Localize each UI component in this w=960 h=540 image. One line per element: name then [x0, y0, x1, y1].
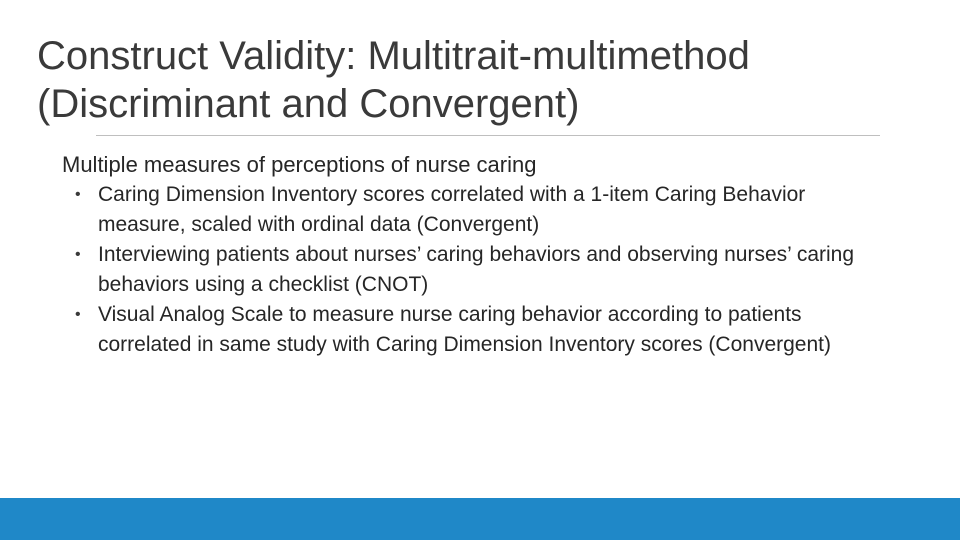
slide-body [62, 150, 922, 360]
bullet-icon: • [75, 186, 81, 203]
lead-paragraph: Multiple measures of perceptions of nurse caring [62, 152, 537, 177]
bullet-item [62, 240, 888, 300]
slide-title-line-1: Construct Validity: Multitrait-multimethod [37, 34, 750, 78]
bullet-icon: • [75, 246, 81, 263]
bullet-item [62, 300, 888, 360]
footer-accent-bar [0, 498, 960, 540]
slide-title [37, 32, 897, 128]
bullet-icon: • [75, 306, 81, 323]
bullet-list [62, 180, 922, 360]
bullet-text: Visual Analog Scale to measure nurse caring behavior according to patients correlated in same study with Caring Dimension Inventory scores (Convergent) [98, 303, 831, 356]
slide-title-line-2: (Discriminant and Convergent) [37, 82, 580, 126]
bullet-text: Caring Dimension Inventory scores correlated with a 1-item Caring Behavior measure, scaled with ordinal data (Convergent) [98, 183, 806, 236]
bullet-text: Interviewing patients about nurses’ caring behaviors and observing nurses’ caring behaviors using a checklist (CNOT) [98, 243, 855, 296]
bullet-item [62, 180, 888, 240]
title-divider [96, 135, 880, 136]
